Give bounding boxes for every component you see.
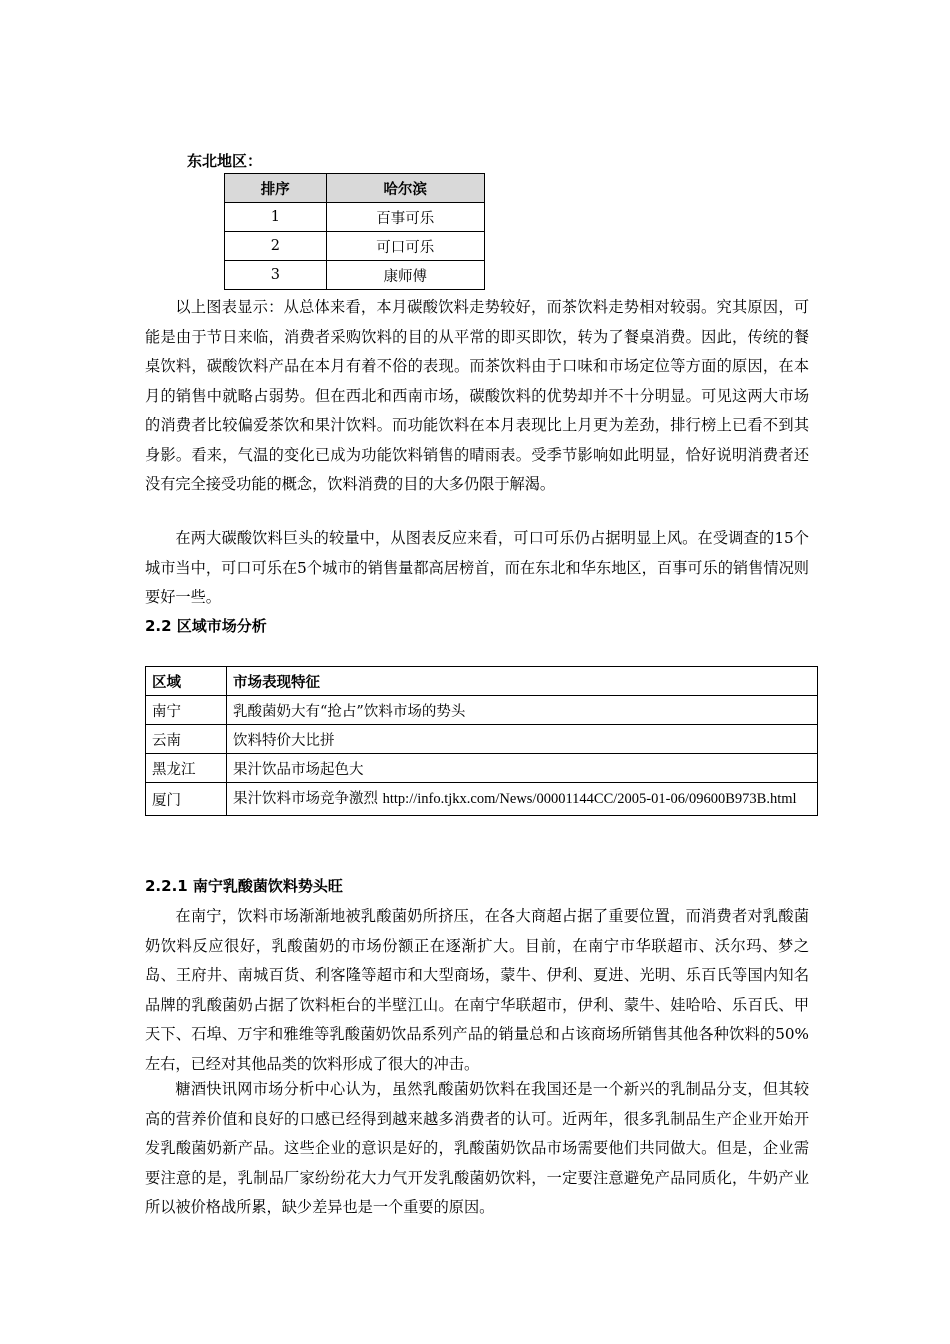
- table-header-cell: 排序: [225, 174, 327, 203]
- table-row: [146, 725, 818, 754]
- feature-cell: 饮料特价大比拼: [227, 725, 818, 754]
- table-header-cell: 哈尔滨: [326, 174, 484, 203]
- paragraph: 以上图表显示：从总体来看，本月碳酸饮料走势较好，而茶饮料走势相对较弱。究其原因，可能是由于节日来临，消费者采购饮料的目的从平常的即买即饮，转为了餐桌消费。因此，传统的餐桌饮料，碳酸饮料产品在本月有着不俗的表现。而茶饮料由于口味和市场定位等方面的原因，在本月的销售中就略占弱势。但在西北和西南市场，碳酸饮料的优势却并不十分明显。可见这两大市场的消费者比较偏爱茶饮和果汁饮料。而功能饮料在本月表现比上月更为差劲，排行榜上已看不到其身影。看来，气温的变化已成为功能饮料销售的晴雨表。受季节影响如此明显，恰好说明消费者还没有完全接受功能的概念，饮料消费的目的大多仍限于解渴。: [145, 298, 809, 493]
- region-market-table: [145, 666, 818, 816]
- table-row: [146, 696, 818, 725]
- table-row: [225, 261, 485, 290]
- brand-cell: 可口可乐: [326, 232, 484, 261]
- rank-cell: 2: [225, 232, 327, 261]
- table-header-cell: 市场表现特征: [227, 667, 818, 696]
- feature-text: 果汁饮料市场竞争激烈: [233, 790, 378, 807]
- table-header-row: [225, 174, 485, 203]
- paragraph: 糖酒快讯网市场分析中心认为，虽然乳酸菌奶饮料在我国还是一个新兴的乳制品分支，但其较高的营养价值和良好的口感已经得到越来越多消费者的认可。近两年，很多乳制品生产企业开始开发乳酸菌奶新产品。这些企业的意识是好的，乳酸菌奶饮品市场需要他们共同做大。但是，企业需要注意的是，乳制品厂家纷纷花大力气开发乳酸菌奶饮料，一定要注意避免产品同质化，牛奶产业所以被价格战所累，缺少差异也是一个重要的原因。: [145, 1080, 809, 1216]
- section-label-northeast: 东北地区：: [187, 152, 263, 170]
- table-row: [146, 783, 818, 816]
- feature-cell: 果汁饮品市场起色大: [227, 754, 818, 783]
- region-cell: 南宁: [146, 696, 227, 725]
- table-header-cell: 区域: [146, 667, 227, 696]
- brand-cell: 百事可乐: [326, 203, 484, 232]
- region-cell: 厦门: [146, 783, 227, 816]
- paragraph: 在两大碳酸饮料巨头的较量中，从图表反应来看，可口可乐仍占据明显上风。在受调查的15个城市当中，可口可乐在5个城市的销售量都高居榜首，而在东北和华东地区，百事可乐的销售情况则要好一些。: [145, 529, 809, 606]
- table-row: [225, 232, 485, 261]
- table-header-row: [146, 667, 818, 696]
- source-url: http://info.tjkx.com/News/00001144CC/2005-01-06/09600B973B.html: [382, 790, 797, 807]
- region-cell: 黑龙江: [146, 754, 227, 783]
- brand-cell: 康师傅: [326, 261, 484, 290]
- table-row: [225, 203, 485, 232]
- rank-cell: 1: [225, 203, 327, 232]
- paragraph: 在南宁，饮料市场渐渐地被乳酸菌奶所挤压，在各大商超占据了重要位置，而消费者对乳酸菌奶饮料反应很好，乳酸菌奶的市场份额正在逐渐扩大。目前，在南宁市华联超市、沃尔玛、梦之岛、王府井、南城百货、利客隆等超市和大型商场，蒙牛、伊利、夏进、光明、乐百氏等国内知名品牌的乳酸菌奶占据了饮料柜台的半壁江山。在南宁华联超市，伊利、蒙牛、娃哈哈、乐百氏、甲天下、石埠、万宇和雅维等乳酸菌奶饮品系列产品的销量总和占该商场所销售其他各种饮料的50%左右，已经对其他品类的饮料形成了很大的冲击。: [145, 907, 809, 1073]
- section-heading: 2.2.1 南宁乳酸菌饮料势头旺: [145, 877, 343, 895]
- region-cell: 云南: [146, 725, 227, 754]
- ranking-table: [224, 173, 485, 290]
- table-row: [146, 754, 818, 783]
- feature-cell: 乳酸菌奶大有“抢占”饮料市场的势头: [227, 696, 818, 725]
- feature-cell: [227, 783, 818, 816]
- section-heading: 2.2 区域市场分析: [145, 617, 267, 635]
- rank-cell: 3: [225, 261, 327, 290]
